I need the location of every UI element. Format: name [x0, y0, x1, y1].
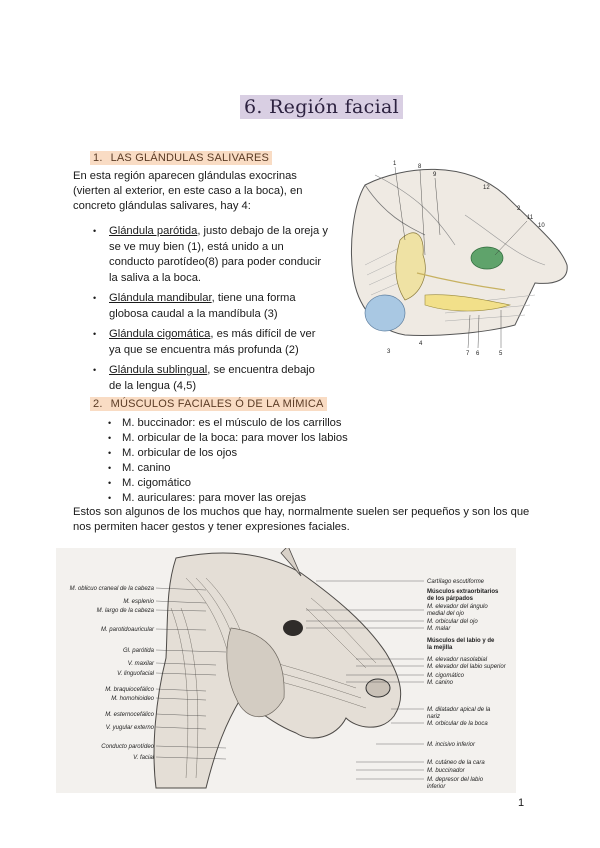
section-heading-muscles — [90, 397, 327, 411]
figure-number: 4 — [419, 341, 423, 347]
figure-label: medial del ojo — [427, 611, 465, 617]
list-item: • M. cigomático — [108, 476, 348, 491]
figure-label: M. largo de la cabeza — [96, 608, 154, 614]
figure-label: V. maxilar — [127, 661, 154, 667]
gland-text: globosa caudal a la mandíbula (3) — [109, 307, 278, 320]
list-item: • M. auriculares: para mover las orejas — [108, 491, 348, 506]
gland-name: Glándula sublingual — [109, 364, 208, 376]
figure-label: la mejilla — [427, 645, 453, 651]
figure-number: 11 — [527, 215, 534, 221]
figure-label: M. braquiocefálico — [105, 687, 154, 693]
figure-label: M. esternocefálico — [105, 712, 154, 718]
figure-label: M. cutáneo de la cara — [427, 760, 485, 766]
page-title: 6. Región facial — [240, 95, 403, 119]
gland-text: conducto parotídeo(8) para poder conducir — [109, 256, 322, 268]
intro-line: (vierten al exterior, en este caso a la boca), en — [73, 185, 303, 197]
section-number: 2. — [93, 398, 103, 410]
figure-label: M. elevador nasolabial — [427, 657, 488, 663]
figure-number: 10 — [538, 223, 545, 229]
list-item: • M. canino — [108, 461, 348, 476]
gland-text: ya que se encuentra más profunda (2) — [109, 343, 299, 356]
figure-label: V. facial — [133, 755, 154, 761]
figure-label: M. cigomático — [427, 673, 465, 679]
figure-label: M. elevador del labio superior — [427, 664, 506, 670]
list-item: • M. orbicular de los ojos — [108, 446, 348, 461]
gland-text: , es más difícil de ver — [210, 328, 316, 340]
figure-label: nariz — [427, 714, 441, 720]
figure-number: 1 — [393, 161, 397, 167]
intro-line: concreto glándulas salivares, hay 4: — [73, 200, 251, 212]
list-item — [93, 327, 351, 358]
glands-intro — [73, 169, 343, 214]
figure-label: Conducto parotídeo — [101, 744, 154, 750]
section-number: 1. — [93, 152, 103, 164]
figure-label: M. esplenio — [123, 599, 154, 605]
page-number: 1 — [518, 797, 525, 809]
figure-label: inferior — [427, 784, 446, 790]
figure-label: M. buccinador — [427, 768, 465, 774]
gland-name: Glándula parótida — [109, 225, 198, 237]
gland-name: Glándula cigomática — [109, 328, 211, 340]
figure-number: 12 — [483, 185, 490, 191]
figure-label: M. depresor del labio — [427, 777, 484, 783]
muscles-closing — [73, 505, 543, 535]
section-heading-glands — [90, 151, 272, 165]
figure-label: M. homohioideo — [111, 696, 154, 702]
gland-text: , se encuentra debajo — [207, 364, 315, 376]
figure-number: 7 — [466, 351, 470, 357]
gland-name: Glándula mandibular — [109, 292, 212, 304]
closing-line: Estos son algunos de los muchos que hay, normalmente suelen ser pequeños y son los que — [73, 506, 530, 518]
gland-text: , tiene una forma — [211, 292, 296, 304]
figure-number: 2 — [517, 206, 521, 212]
gland-text: la saliva a la boca. — [109, 271, 202, 284]
figure-number: 9 — [433, 172, 437, 178]
figure-label: V. yugular externo — [105, 725, 154, 731]
section-heading-text: LAS GLÁNDULAS SALIVARES — [110, 152, 270, 164]
figure-label: V. linguofacial — [117, 671, 154, 677]
figure-number: 6 — [476, 351, 480, 357]
intro-line: En esta región aparecen glándulas exocrinas — [73, 170, 297, 182]
figure-number: 3 — [387, 349, 391, 355]
figure-label: Gl. parótida — [122, 648, 154, 654]
figure-label: M. orbicular del ojo — [427, 619, 478, 625]
figure-label: M. oblicuo craneal de la cabeza — [69, 586, 154, 592]
figure-label: M. malar — [427, 626, 451, 632]
section-heading-text: MÚSCULOS FACIALES Ó DE LA MÍMICA — [110, 398, 324, 410]
figure-label: Músculos del labio y de — [427, 638, 495, 644]
glands-list — [93, 224, 351, 399]
list-item: • M. orbicular de la boca: para mover los labios — [108, 431, 348, 446]
list-item — [93, 363, 351, 394]
figure-number: 8 — [418, 164, 422, 170]
figure-label: Músculos extraorbitarios — [427, 589, 499, 595]
figure-label: de los párpados — [427, 596, 474, 602]
figure-label: M. canino — [427, 680, 454, 686]
muscles-list — [108, 416, 348, 506]
facial-muscles-illustration — [56, 548, 516, 793]
list-item — [93, 291, 351, 322]
figure-label: M. elevador del ángulo — [427, 604, 488, 610]
list-item: • M. buccinador: es el músculo de los carrillos — [108, 416, 348, 431]
closing-line: nos permiten hacer gestos y tener expresiones faciales. — [73, 521, 350, 533]
figure-label: Cartílago escutiforme — [427, 579, 485, 585]
figure-number: 5 — [499, 351, 503, 357]
figure-label: M. orbicular de la boca — [427, 721, 488, 727]
figure-label: M. parotidoauricular — [100, 627, 154, 633]
salivary-glands-illustration — [345, 155, 570, 360]
figure-label: M. incisivo inferior — [427, 742, 476, 748]
gland-text: , justo debajo de la oreja y — [197, 225, 328, 237]
gland-text: de la lengua (4,5) — [109, 379, 197, 392]
figure-label: M. dilatador apical de la — [427, 707, 491, 713]
list-item — [93, 224, 351, 286]
gland-text: se ve muy bien (1), está unido a un — [109, 240, 284, 253]
